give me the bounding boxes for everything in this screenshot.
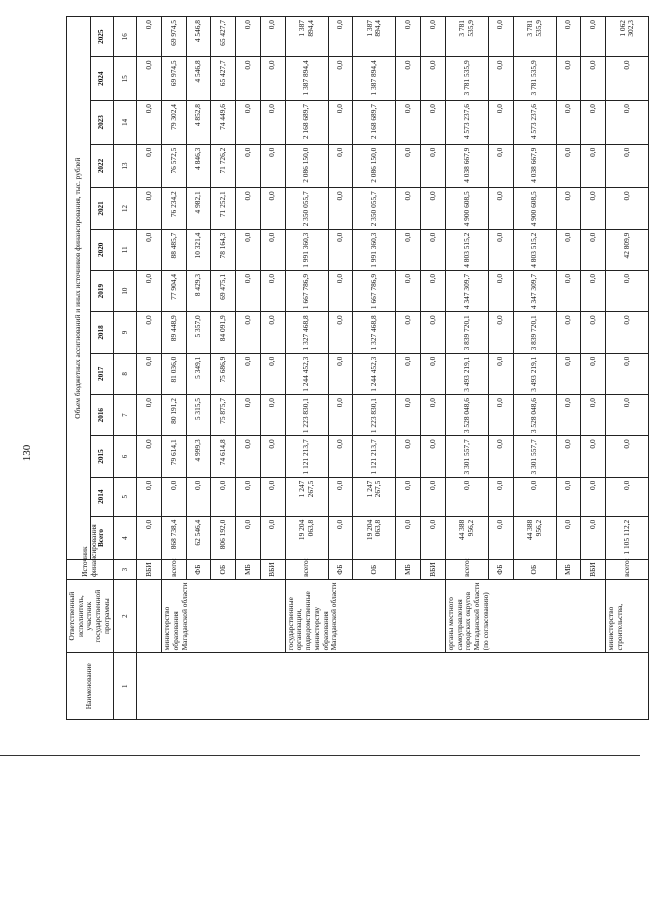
year-value-cell: 3 301 557,7 [445, 436, 488, 477]
year-value-cell: 0,0 [328, 57, 353, 101]
total-value-cell: 0,0 [260, 516, 285, 560]
source-cell: ВБИ [137, 560, 162, 580]
year-value-cell: 4 038 667,9 [445, 144, 488, 188]
year-value-cell: 3 493 219,1 [513, 353, 556, 394]
year-value-cell: 1 327 468,8 [353, 312, 396, 353]
year-value-cell: 0,0 [581, 395, 606, 436]
column-index-cell: 9 [113, 312, 137, 353]
header-year: 2025 [90, 17, 113, 57]
total-value-cell: 0,0 [581, 516, 606, 560]
year-value-cell: 0,0 [581, 353, 606, 394]
year-value-cell: 0,0 [606, 57, 649, 101]
year-value-cell: 0,0 [260, 57, 285, 101]
year-value-cell: 1 991 360,3 [353, 229, 396, 270]
year-value-cell: 2 168 689,7 [285, 101, 328, 145]
year-value-cell: 10 321,4 [186, 229, 211, 270]
source-cell: ФБ [328, 560, 353, 580]
page-number: 130 [21, 444, 33, 462]
year-value-cell: 3 781 535,9 [445, 17, 488, 57]
year-value-cell: 4 803 515,2 [445, 229, 488, 270]
year-value-cell: 3 839 720,1 [513, 312, 556, 353]
year-value-cell: 0,0 [421, 188, 446, 229]
year-value-cell: 0,0 [396, 17, 421, 57]
header-volume: Объем бюджетных ассигнований и иных источников финансирования, тыс. рублей [67, 17, 91, 560]
source-cell: ВБИ [260, 560, 285, 580]
header-year: 2015 [90, 436, 113, 477]
year-value-cell: 0,0 [421, 57, 446, 101]
year-value-cell: 0,0 [236, 101, 261, 145]
year-value-cell: 0,0 [396, 436, 421, 477]
total-value-cell: 0,0 [328, 516, 353, 560]
year-value-cell: 0,0 [581, 312, 606, 353]
year-value-cell: 4 900 608,5 [445, 188, 488, 229]
total-value-cell: 868 738,4 [162, 516, 187, 560]
year-value-cell: 0,0 [488, 229, 513, 270]
year-value-cell: 0,0 [328, 312, 353, 353]
column-index-cell: 10 [113, 270, 137, 311]
year-value-cell: 0,0 [328, 270, 353, 311]
total-value-cell: 0,0 [396, 516, 421, 560]
year-value-cell: 3 301 557,7 [513, 436, 556, 477]
year-value-cell: 0,0 [606, 188, 649, 229]
year-value-cell: 1 991 360,3 [285, 229, 328, 270]
total-value-cell: 44 388 956,2 [513, 516, 556, 560]
column-index-cell: 15 [113, 57, 137, 101]
year-value-cell: 0,0 [260, 188, 285, 229]
year-value-cell: 88 485,7 [162, 229, 187, 270]
year-value-cell: 0,0 [396, 270, 421, 311]
year-value-cell: 0,0 [260, 101, 285, 145]
year-value-cell: 0,0 [421, 436, 446, 477]
year-value-cell: 0,0 [236, 188, 261, 229]
year-value-cell: 81 036,0 [162, 353, 187, 394]
year-value-cell: 5 315,5 [186, 395, 211, 436]
year-value-cell: 0,0 [421, 353, 446, 394]
year-value-cell: 0,0 [581, 229, 606, 270]
total-value-cell: 0,0 [236, 516, 261, 560]
year-value-cell: 0,0 [421, 270, 446, 311]
header-source: Источник финансирования [67, 560, 114, 580]
total-value-cell: 1 105 112,2 [606, 516, 649, 560]
column-index-cell: 5 [113, 477, 137, 516]
year-value-cell: 0,0 [260, 270, 285, 311]
year-value-cell: 0,0 [513, 477, 556, 516]
header-total: Всего [90, 516, 113, 560]
year-value-cell: 0,0 [606, 395, 649, 436]
year-value-cell: 1 062 302,3 [606, 17, 649, 57]
year-value-cell: 75 686,9 [211, 353, 236, 394]
year-value-cell: 0,0 [581, 17, 606, 57]
year-value-cell: 74 614,8 [211, 436, 236, 477]
year-value-cell: 0,0 [260, 353, 285, 394]
financing-table [66, 16, 649, 720]
table-row [445, 17, 488, 720]
year-value-cell: 0,0 [260, 395, 285, 436]
source-cell: всего: [606, 560, 649, 580]
year-value-cell: 0,0 [396, 144, 421, 188]
column-index-cell: 7 [113, 395, 137, 436]
year-value-cell: 4 347 309,7 [445, 270, 488, 311]
year-value-cell: 0,0 [556, 353, 581, 394]
year-value-cell: 1 387 894,4 [285, 57, 328, 101]
year-value-cell: 69 974,5 [162, 17, 187, 57]
year-value-cell: 0,0 [556, 144, 581, 188]
source-cell: ФБ [488, 560, 513, 580]
header-year: 2016 [90, 395, 113, 436]
source-cell: ВБИ [581, 560, 606, 580]
total-value-cell: 19 204 063,8 [353, 516, 396, 560]
source-cell: ОБ [353, 560, 396, 580]
year-value-cell: 0,0 [581, 57, 606, 101]
year-value-cell: 79 302,4 [162, 101, 187, 145]
year-value-cell: 0,0 [236, 57, 261, 101]
year-value-cell: 0,0 [421, 477, 446, 516]
header-year: 2024 [90, 57, 113, 101]
year-value-cell: 0,0 [581, 144, 606, 188]
year-value-cell: 0,0 [396, 229, 421, 270]
year-value-cell: 0,0 [137, 144, 162, 188]
year-value-cell: 69 974,5 [162, 57, 187, 101]
table-row [606, 17, 649, 720]
year-value-cell: 0,0 [137, 101, 162, 145]
year-value-cell: 0,0 [421, 312, 446, 353]
year-value-cell: 76 572,5 [162, 144, 187, 188]
column-index-cell: 6 [113, 436, 137, 477]
year-value-cell: 0,0 [137, 17, 162, 57]
source-cell: всего: [285, 560, 328, 580]
year-value-cell: 0,0 [328, 436, 353, 477]
year-value-cell: 0,0 [581, 101, 606, 145]
year-value-cell: 0,0 [328, 144, 353, 188]
column-index-cell: 3 [113, 560, 137, 580]
executor-cell [137, 579, 162, 653]
year-value-cell: 1 387 894,4 [285, 17, 328, 57]
year-value-cell: 1 667 786,9 [353, 270, 396, 311]
year-value-cell: 3 528 048,6 [445, 395, 488, 436]
year-value-cell: 0,0 [488, 17, 513, 57]
executor-cell: органы местного самоуправления городских округов Магаданской области (по согласованию) [445, 579, 605, 653]
year-value-cell: 0,0 [260, 312, 285, 353]
header-year: 2023 [90, 101, 113, 145]
year-value-cell: 0,0 [137, 188, 162, 229]
year-value-cell: 1 244 452,3 [353, 353, 396, 394]
name-cell [137, 653, 649, 720]
year-value-cell: 4 573 237,6 [445, 101, 488, 145]
year-value-cell: 0,0 [581, 188, 606, 229]
year-value-cell: 0,0 [556, 395, 581, 436]
year-value-cell: 0,0 [328, 229, 353, 270]
year-value-cell: 4 546,8 [186, 17, 211, 57]
executor-cell: министерство образования Магаданской области [162, 579, 286, 653]
year-value-cell: 0,0 [556, 312, 581, 353]
header-executor: Ответственный исполнитель, участник государственной программы [67, 579, 114, 653]
year-value-cell: 0,0 [328, 353, 353, 394]
year-value-cell: 0,0 [328, 188, 353, 229]
year-value-cell: 0,0 [236, 477, 261, 516]
source-cell: ОБ [211, 560, 236, 580]
column-index-cell: 2 [113, 579, 137, 653]
table-row [285, 17, 328, 720]
total-value-cell: 0,0 [488, 516, 513, 560]
year-value-cell: 1 223 830,1 [353, 395, 396, 436]
year-value-cell: 71 726,2 [211, 144, 236, 188]
year-value-cell: 0,0 [556, 17, 581, 57]
year-value-cell: 0,0 [445, 477, 488, 516]
year-value-cell: 4 573 237,6 [513, 101, 556, 145]
year-value-cell: 0,0 [328, 395, 353, 436]
year-value-cell: 0,0 [137, 477, 162, 516]
column-index-cell: 1 [113, 653, 137, 720]
year-value-cell: 0,0 [606, 477, 649, 516]
year-value-cell: 1 247 267,5 [353, 477, 396, 516]
year-value-cell: 1 387 894,4 [353, 57, 396, 101]
year-value-cell: 1 667 786,9 [285, 270, 328, 311]
year-value-cell: 4 347 309,7 [513, 270, 556, 311]
year-value-cell: 65 427,7 [211, 57, 236, 101]
total-value-cell: 19 204 063,8 [285, 516, 328, 560]
year-value-cell: 69 475,1 [211, 270, 236, 311]
year-value-cell: 0,0 [260, 17, 285, 57]
column-index-cell: 16 [113, 17, 137, 57]
year-value-cell: 0,0 [236, 17, 261, 57]
column-index-cell: 8 [113, 353, 137, 394]
year-value-cell: 1 244 452,3 [285, 353, 328, 394]
year-value-cell: 2 350 055,7 [285, 188, 328, 229]
year-value-cell: 1 387 894,4 [353, 17, 396, 57]
year-value-cell: 0,0 [556, 270, 581, 311]
year-value-cell: 5 357,0 [186, 312, 211, 353]
year-value-cell: 84 091,9 [211, 312, 236, 353]
year-value-cell: 0,0 [396, 101, 421, 145]
year-value-cell: 0,0 [396, 477, 421, 516]
year-value-cell: 77 904,4 [162, 270, 187, 311]
year-value-cell: 0,0 [556, 57, 581, 101]
column-index-cell: 11 [113, 229, 137, 270]
year-value-cell: 3 493 219,1 [445, 353, 488, 394]
year-value-cell: 2 086 150,0 [285, 144, 328, 188]
year-value-cell: 71 252,1 [211, 188, 236, 229]
year-value-cell: 0,0 [137, 57, 162, 101]
year-value-cell: 0,0 [421, 101, 446, 145]
year-value-cell: 0,0 [396, 353, 421, 394]
year-value-cell: 0,0 [488, 477, 513, 516]
year-value-cell: 4 846,3 [186, 144, 211, 188]
source-cell: всего: [445, 560, 488, 580]
column-index-cell: 13 [113, 144, 137, 188]
header-row-top [67, 17, 91, 720]
year-value-cell: 4 999,3 [186, 436, 211, 477]
year-value-cell: 42 809,9 [606, 229, 649, 270]
year-value-cell: 4 982,1 [186, 188, 211, 229]
year-value-cell: 4 803 515,2 [513, 229, 556, 270]
year-value-cell: 75 875,7 [211, 395, 236, 436]
year-value-cell: 0,0 [186, 477, 211, 516]
source-cell: ФБ [186, 560, 211, 580]
year-value-cell: 3 781 535,9 [513, 17, 556, 57]
year-value-cell: 0,0 [581, 270, 606, 311]
year-value-cell: 0,0 [556, 101, 581, 145]
year-value-cell: 1 327 468,8 [285, 312, 328, 353]
year-value-cell: 8 429,3 [186, 270, 211, 311]
year-value-cell: 0,0 [137, 395, 162, 436]
executor-cell: государственные организации, подведомственные министерству образования Магаданской области [285, 579, 445, 653]
year-value-cell: 0,0 [556, 477, 581, 516]
year-value-cell: 0,0 [606, 270, 649, 311]
header-year: 2020 [90, 229, 113, 270]
year-value-cell: 2 086 150,0 [353, 144, 396, 188]
source-cell: МБ [396, 560, 421, 580]
total-value-cell: 62 546,4 [186, 516, 211, 560]
year-value-cell: 0,0 [556, 436, 581, 477]
year-value-cell: 3 528 048,6 [513, 395, 556, 436]
year-value-cell: 0,0 [236, 229, 261, 270]
header-year: 2018 [90, 312, 113, 353]
year-value-cell: 1 223 830,1 [285, 395, 328, 436]
header-year: 2022 [90, 144, 113, 188]
year-value-cell: 65 427,7 [211, 17, 236, 57]
year-value-cell: 0,0 [421, 17, 446, 57]
year-value-cell: 0,0 [396, 57, 421, 101]
table-body [113, 17, 649, 720]
rotated-page [66, 16, 636, 720]
year-value-cell: 3 839 720,1 [445, 312, 488, 353]
year-value-cell: 0,0 [488, 312, 513, 353]
year-value-cell: 80 191,2 [162, 395, 187, 436]
page-divider-line [0, 755, 640, 756]
source-cell: МБ [556, 560, 581, 580]
year-value-cell: 4 038 667,9 [513, 144, 556, 188]
year-value-cell: 0,0 [488, 188, 513, 229]
year-value-cell: 0,0 [236, 270, 261, 311]
header-year: 2019 [90, 270, 113, 311]
year-value-cell: 0,0 [488, 436, 513, 477]
year-value-cell: 0,0 [211, 477, 236, 516]
source-cell: всего: [162, 560, 187, 580]
year-value-cell: 0,0 [260, 477, 285, 516]
year-value-cell: 0,0 [488, 57, 513, 101]
header-year: 2021 [90, 188, 113, 229]
column-index-cell: 4 [113, 516, 137, 560]
year-value-cell: 76 234,2 [162, 188, 187, 229]
header-year: 2017 [90, 353, 113, 394]
year-value-cell: 0,0 [606, 353, 649, 394]
total-value-cell: 0,0 [421, 516, 446, 560]
year-value-cell: 0,0 [488, 353, 513, 394]
source-cell: МБ [236, 560, 261, 580]
table-row [137, 17, 162, 720]
year-value-cell: 0,0 [236, 312, 261, 353]
total-value-cell: 0,0 [137, 516, 162, 560]
table-row [162, 17, 187, 720]
year-value-cell: 2 168 689,7 [353, 101, 396, 145]
year-value-cell: 0,0 [488, 101, 513, 145]
year-value-cell: 0,0 [328, 17, 353, 57]
year-value-cell: 0,0 [236, 353, 261, 394]
year-value-cell: 0,0 [396, 395, 421, 436]
year-value-cell: 0,0 [396, 188, 421, 229]
year-value-cell: 0,0 [328, 101, 353, 145]
year-value-cell: 0,0 [606, 436, 649, 477]
year-value-cell: 0,0 [421, 229, 446, 270]
year-value-cell: 5 349,1 [186, 353, 211, 394]
year-value-cell: 2 350 055,7 [353, 188, 396, 229]
year-value-cell: 0,0 [488, 144, 513, 188]
total-value-cell: 44 388 956,2 [445, 516, 488, 560]
year-value-cell: 89 448,9 [162, 312, 187, 353]
year-value-cell: 0,0 [236, 395, 261, 436]
year-value-cell: 0,0 [260, 144, 285, 188]
year-value-cell: 74 449,6 [211, 101, 236, 145]
year-value-cell: 3 781 535,9 [513, 57, 556, 101]
header-name: Наименование [67, 653, 114, 720]
total-value-cell: 806 192,0 [211, 516, 236, 560]
year-value-cell: 0,0 [328, 477, 353, 516]
year-value-cell: 4 852,8 [186, 101, 211, 145]
year-value-cell: 0,0 [137, 436, 162, 477]
year-value-cell: 0,0 [606, 312, 649, 353]
year-value-cell: 0,0 [137, 229, 162, 270]
year-value-cell: 0,0 [236, 144, 261, 188]
year-value-cell: 0,0 [606, 101, 649, 145]
year-value-cell: 1 121 213,7 [353, 436, 396, 477]
year-value-cell: 0,0 [581, 477, 606, 516]
year-value-cell: 1 247 267,5 [285, 477, 328, 516]
year-value-cell: 0,0 [421, 144, 446, 188]
year-value-cell: 1 121 213,7 [285, 436, 328, 477]
year-value-cell: 0,0 [606, 144, 649, 188]
year-value-cell: 4 546,8 [186, 57, 211, 101]
year-value-cell: 0,0 [556, 229, 581, 270]
year-value-cell: 0,0 [260, 229, 285, 270]
column-index-cell: 12 [113, 188, 137, 229]
year-value-cell: 0,0 [137, 312, 162, 353]
year-value-cell: 0,0 [137, 353, 162, 394]
year-value-cell: 0,0 [396, 312, 421, 353]
column-index-cell: 14 [113, 101, 137, 145]
year-value-cell: 0,0 [556, 188, 581, 229]
year-value-cell: 0,0 [260, 436, 285, 477]
year-value-cell: 0,0 [581, 436, 606, 477]
year-value-cell: 0,0 [236, 436, 261, 477]
year-value-cell: 3 781 535,9 [445, 57, 488, 101]
total-value-cell: 0,0 [556, 516, 581, 560]
year-value-cell: 0,0 [162, 477, 187, 516]
year-value-cell: 78 164,3 [211, 229, 236, 270]
year-value-cell: 0,0 [488, 270, 513, 311]
year-value-cell: 0,0 [421, 395, 446, 436]
header-year: 2014 [90, 477, 113, 516]
source-cell: ВБИ [421, 560, 446, 580]
column-index-row [113, 17, 137, 720]
year-value-cell: 4 900 608,5 [513, 188, 556, 229]
year-value-cell: 0,0 [488, 395, 513, 436]
year-value-cell: 0,0 [137, 270, 162, 311]
year-value-cell: 79 614,1 [162, 436, 187, 477]
source-cell: ОБ [513, 560, 556, 580]
executor-cell: министерство строительства, [606, 579, 649, 653]
